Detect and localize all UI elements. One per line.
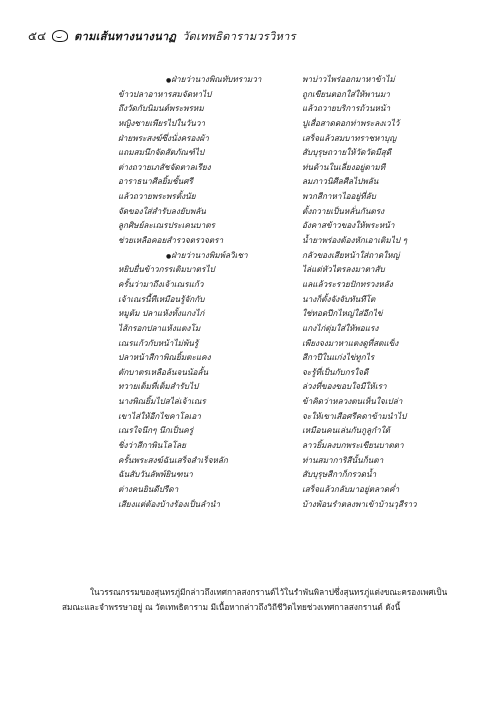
poem-line-first-half: แถมสมนึกจัดสัตภัณฑ์ไป [118,147,205,158]
book-subtitle: วัดเทพธิดารามวรวิหาร [182,30,296,43]
poem-line [118,145,458,160]
poem-line-second-half: พาบ่าวไพร่ออกมาหาข้าไม่ [302,74,395,84]
body-paragraph: ในวรรณกรรมของสุนทรภู่มีกล่าวถึงเทศกาลสงกรานต์ไว้ในรำพันพิลาปซึ่งสุนทรภู่แต่งขณะครองเพศเป็นสมณะและจำพรรษาอยู่ ณ วัดเทพธิดาราม มีเนื้อหากล่าวถึงวิถีชีวิตไทยช่วงเทศกาลสงกรานต์ ดังนี้ [62,587,448,612]
poem-line-first-half: ช่วยเหลือคอยสำรวจตรวจตรา [118,235,224,246]
poem-line [118,160,458,175]
poem-line-first-half: ● ฝ่ายว่านางพิณทับทรามวา [118,72,302,87]
poem-line-second-half: น้ำยาพร่องต้องหักเอาเติมไป ๆ [302,235,408,246]
page-header [28,28,296,44]
poem-line-second-half: ท่นด้านในเลี่ยงอยู่ตามที [302,161,386,172]
poem-line-second-half: แล้วถวายบริการถ้วนหน้า [302,103,391,114]
poem-line [118,131,458,146]
page-number: ๕๔ [28,28,47,43]
poem-line-second-half: จะให้เขาเสือศรีคดาข้ามนำไป [302,410,407,421]
poem-line-second-half: ล่วงที่ของขอบใจมีให้เรา [302,381,387,392]
poem-line-first-half: ทวายเต็มที่เต็มสำรับไป [118,381,199,392]
poem-line-second-half: กลัวของเสียหน้าใส่ถาดใหญ่ [302,249,400,260]
poem-line-first-half: ไส้กรอกปลาแห้งแตงโม [118,322,201,333]
poem-line-first-half: ครั้นพระสงฆ์ฉันเสร็จสำเร็จหลัก [118,454,228,465]
poem-line [118,394,458,409]
poem-line [118,218,458,233]
poem-line-first-half: อาราธนาศีลยิ้มชั้นศรี [118,176,193,187]
poem-line-first-half: หมูต้ม ปลาแห้งทั้งแกงไก่ [118,308,205,319]
poem-block [118,72,458,511]
poem-line [118,174,458,189]
poem-line [118,497,458,512]
poem-line-first-half: ปลาหน้าสีกาพิณยิ้มตะแคง [118,352,211,363]
poem-line-first-half: หญิงชายเพียรไปในวันวา [118,117,206,128]
poem-line-second-half: พวกสีกาหาไออยู่ที่ลับ [302,191,376,202]
poem-line-first-half: ต่างคนยินดีปรีดา [118,483,179,494]
poem-line [118,189,458,204]
poem-line-second-half: บ้างพ้อนรำตลงพาเข้าบ้านวุสีราว [302,498,417,509]
poem-line-second-half: ท่านสมาการิสีนั้นก็นตา [302,454,384,465]
poem-line [118,248,458,263]
poem-line-second-half: แลแล้วระรวยปักทรวงหลัง [302,278,393,289]
poem-line-second-half: ถูกเขียนตอกใส่ให้พานมา [302,88,390,99]
poem-line-second-half: แกงไก่ตุ่มใส่ให้พอแรง [302,322,379,333]
poem-line-second-half: จะรู้ที่เป็นกับกรใจดี [302,366,369,377]
poem-line [118,365,458,380]
poem-line-second-half: เสร็จแล้วกลับมาอยู่ตลาดค่ำ [302,483,400,494]
poem-line-first-half: ฝ่ายพระสงฆ์ซึ่งนั่งครองผ้า [118,132,209,143]
poem-line-first-half: เสียงแต่ต้องบ้างร้องเป็นลำนำ [118,498,220,509]
poem-line [118,379,458,394]
poem-line-second-half: อังคาสข้าวของให้พระหน้า [302,220,395,231]
poem-line [118,277,458,292]
poem-line-first-half: ถึงวัดกับนิมนต์พระพรหม [118,103,204,114]
poem-line-second-half: ลาวยิ้มลงบกพระเขียนบาตตา [302,440,404,451]
poem-line-first-half: ลูกศิษย์ละเณรประเคนบาตร [118,220,215,231]
poem-line-second-half: สับบุรุษสีกาก็กรวดน้ำ [302,469,377,480]
poem-line-second-half: ตั้งถวายเป็นหลั่นกันตรง [302,205,385,216]
poem-line-first-half: ● ฝ่ายว่านางพิมพ์ลวิเชา [118,248,302,263]
poem-line [118,438,458,453]
poem-line [118,87,458,102]
poem-line-second-half: เหมือนคนเล่นกันกูลูกำใต้ [302,425,390,436]
poem-line-first-half: เณรแก้วกับหน้าไม่พ้นรู้ [118,337,199,348]
poem-line [118,321,458,336]
poem-line-first-half: เขาไส่ให้อีกไขคาโลเอา [118,410,201,421]
poem-line-first-half: ครั้นว่ามาถึงเจ้าเณรแก้ว [118,278,204,289]
poem-line [118,116,458,131]
poem-line-second-half: สับบุรุษถวายให้วัดวัดมีสุดี [302,147,392,158]
poem-line-second-half: เสร็จแล้วสมบาทราชหาบุญ [302,132,397,143]
poem-line-second-half: เพียงจงมาหาแตงดูที่สตแข็ง [302,337,399,348]
poem-line [118,233,458,248]
lotus-logo-icon [52,30,68,42]
poem-line [118,306,458,321]
poem-line-first-half: จัดของใส่สำรับลงยับพลัน [118,205,206,216]
poem-line-first-half: แล้วถวายพระพรตั้งนัย [118,191,196,202]
poem-line [118,423,458,438]
book-title: ตามเส้นทางนางนาฏ [74,30,177,43]
poem-line-first-half: ต่างถวายเภสัชจัดตาลเรียง [118,161,211,172]
poem-line-second-half: ใช่ทอดปีกไหญ่ใส่อีกไข่ [302,308,383,319]
poem-line-first-half: ชิ่งว่าสีกาพินโลโลย [118,440,186,451]
poem-line-first-half: หยิบยื่นข้าวกรรเติมบาตรไป [118,264,215,275]
poem-line-first-half: เจ้าเณรนี้ทีเหมือนรู้จักกับ [118,293,205,304]
poem-line [118,453,458,468]
poem-line [118,204,458,219]
poem-line [118,72,458,87]
poem-line-first-half: ฉันสับวันลัพพ์ยินฑนา [118,469,193,480]
poem-line [118,350,458,365]
poem-line [118,482,458,497]
poem-line-second-half: ไล่แต่หัวไตรลงมาตาสับ [302,264,385,275]
poem-line [118,292,458,307]
poem-line-second-half: ปูเสื่อสาดดอกท่าพระลงเวไว้ [302,117,400,128]
poem-line-first-half: ข้าวปลาอาหารสมจัดหาไป [118,88,212,99]
poem-line-second-half: สีกาปีในแก่งไข่ทูกไร [302,352,375,363]
poem-line [118,467,458,482]
poem-line-second-half: นางก็ตั้งจังจับทันทีโต [302,293,376,304]
poem-line [118,409,458,424]
poem-line [118,262,458,277]
poem-line-second-half: ข้าคิดว่าหลวงตนเห็นใจเปล่า [302,396,403,407]
poem-line-second-half: ลมภาวนิศีลศีลไปพลัน [302,176,379,187]
poem-line-first-half: ตักบาตรเหลือล้นจนน้อลั้น [118,366,209,377]
poem-line [118,101,458,116]
poem-line-first-half: นางพิณยิ้มไปสไล่เจ้าเณร [118,396,206,407]
poem-line-first-half: เณรใจนึกๆ นึกเป็นครู่ [118,425,194,436]
poem-line [118,336,458,351]
